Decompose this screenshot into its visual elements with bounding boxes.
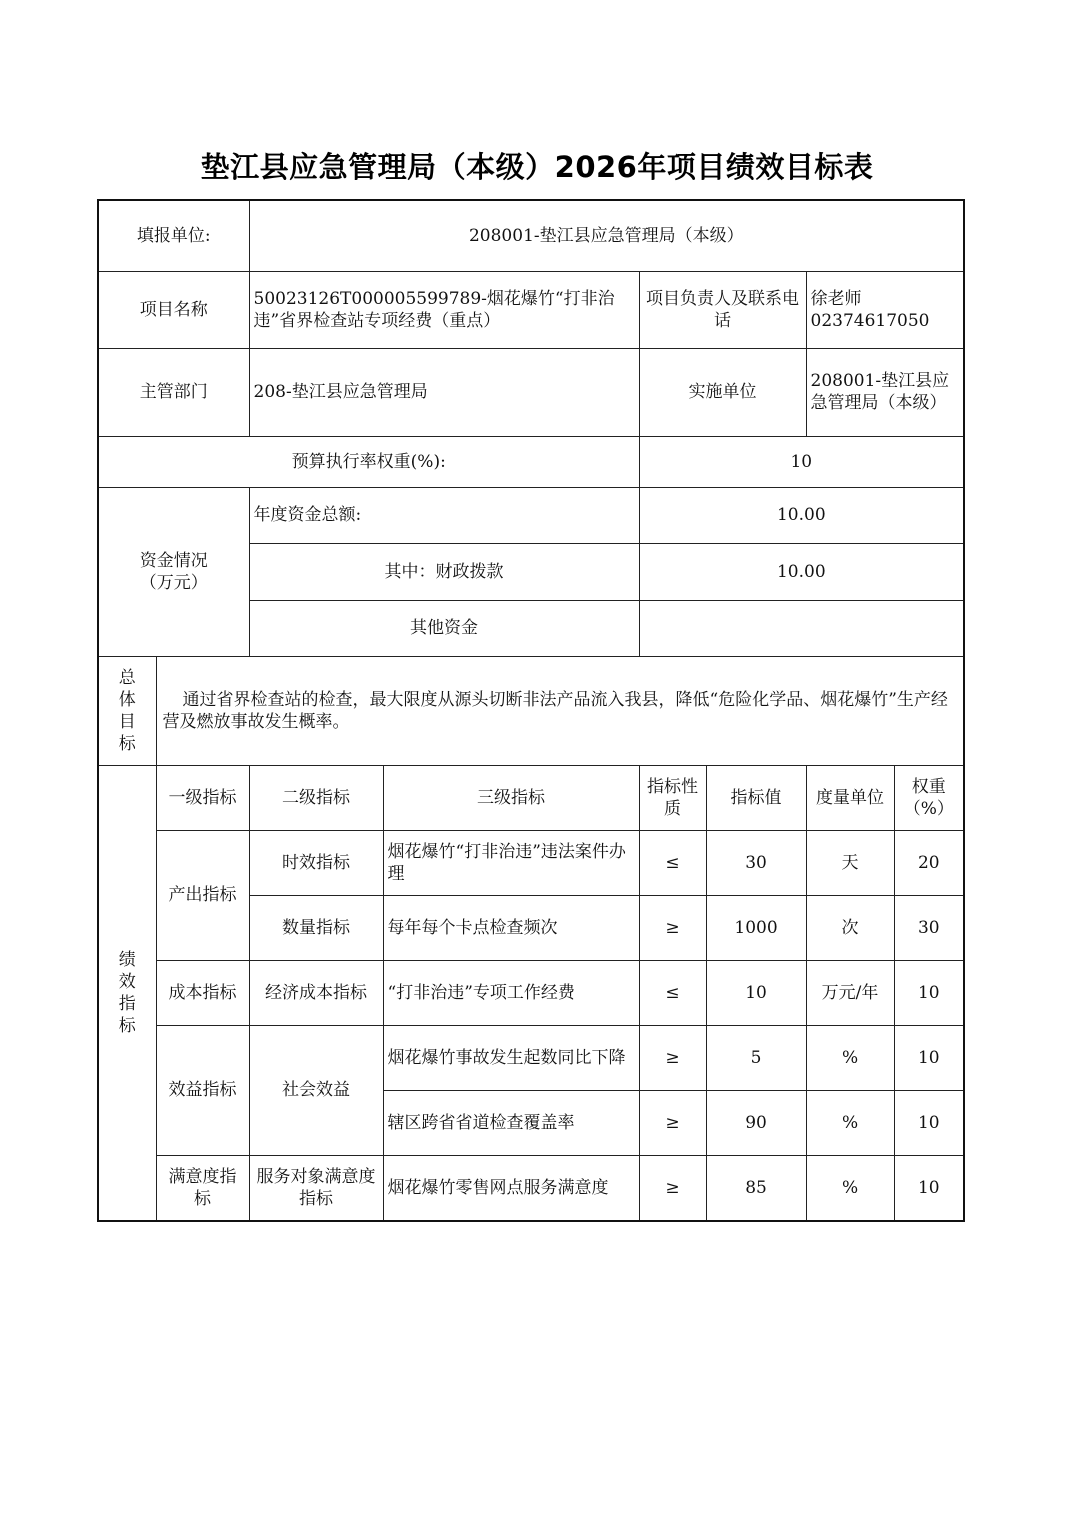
level2-cell: 经济成本指标 <box>249 960 383 1025</box>
reporting-unit-label: 填报单位: <box>98 200 249 271</box>
level3-cell: 烟花爆竹“打非治违”违法案件办理 <box>383 830 639 895</box>
funds-total-value: 10.00 <box>639 487 964 543</box>
value-cell: 1000 <box>706 895 806 960</box>
indicators-section-label <box>98 765 156 1221</box>
project-name-value: 50023126T000005599789-烟花爆竹“打非治违”省界检查站专项经费（重点） <box>249 271 639 348</box>
level3-cell: 辖区跨省省道检查覆盖率 <box>383 1090 639 1155</box>
implementer-label: 实施单位 <box>639 348 806 436</box>
level2-cell: 数量指标 <box>249 895 383 960</box>
value-cell: 30 <box>706 830 806 895</box>
goal-text: 通过省界检查站的检查，最大限度从源头切断非法产品流入我县，降低“危险化学品、烟花爆竹”生产经营及燃放事故发生概率。 <box>156 656 964 765</box>
weight-cell: 10 <box>894 960 964 1025</box>
value-cell: 5 <box>706 1025 806 1090</box>
nature-cell: ≥ <box>639 1155 706 1221</box>
nature-cell: ≥ <box>639 1025 706 1090</box>
unit-cell: % <box>806 1090 894 1155</box>
column-header-weight: 权重（%） <box>894 765 964 830</box>
value-cell: 90 <box>706 1090 806 1155</box>
reporting-unit-value: 208001-垫江县应急管理局（本级） <box>249 200 964 271</box>
column-header-value: 指标值 <box>706 765 806 830</box>
column-header-level2: 二级指标 <box>249 765 383 830</box>
nature-cell: ≤ <box>639 830 706 895</box>
column-header-unit: 度量单位 <box>806 765 894 830</box>
weight-cell: 30 <box>894 895 964 960</box>
nature-cell: ≥ <box>639 1090 706 1155</box>
level2-cell: 时效指标 <box>249 830 383 895</box>
funds-other-value <box>639 600 964 656</box>
goal-label-text: 总体目标 <box>118 667 136 754</box>
table-row <box>98 960 964 1025</box>
funds-label-text: 资金情况（万元） <box>139 550 208 593</box>
weight-cell: 20 <box>894 830 964 895</box>
table-row <box>98 1025 964 1090</box>
level3-cell: 烟花爆竹零售网点服务满意度 <box>383 1155 639 1221</box>
nature-cell: ≥ <box>639 895 706 960</box>
department-value: 208-垫江县应急管理局 <box>249 348 639 436</box>
goal-label <box>98 656 156 765</box>
level2-cell: 社会效益 <box>249 1025 383 1155</box>
contact-value <box>806 271 964 348</box>
funds-other-label: 其他资金 <box>249 600 639 656</box>
column-header-level3: 三级指标 <box>383 765 639 830</box>
level2-cell: 服务对象满意度指标 <box>249 1155 383 1221</box>
page-title: 垫江县应急管理局（本级）2026年项目绩效目标表 <box>200 150 874 184</box>
table-row <box>98 1155 964 1221</box>
column-header-level1: 一级指标 <box>156 765 249 830</box>
weight-cell: 10 <box>894 1025 964 1090</box>
level3-cell: “打非治违”专项工作经费 <box>383 960 639 1025</box>
budget-weight-value: 10 <box>639 436 964 487</box>
contact-name: 徐老师 <box>810 288 862 309</box>
weight-cell: 10 <box>894 1155 964 1221</box>
value-cell: 85 <box>706 1155 806 1221</box>
level3-cell: 每年每个卡点检查频次 <box>383 895 639 960</box>
project-name-label: 项目名称 <box>98 271 249 348</box>
performance-target-table <box>97 199 965 1222</box>
funds-total-label: 年度资金总额: <box>249 487 639 543</box>
nature-cell: ≤ <box>639 960 706 1025</box>
department-label: 主管部门 <box>98 348 249 436</box>
level3-cell: 烟花爆竹事故发生起数同比下降 <box>383 1025 639 1090</box>
contact-phone: 02374617050 <box>810 310 930 331</box>
budget-weight-label: 预算执行率权重(%): <box>98 436 639 487</box>
unit-cell: % <box>806 1155 894 1221</box>
level1-cell: 满意度指标 <box>156 1155 249 1221</box>
indicators-section-label-text: 绩效指标 <box>118 949 136 1036</box>
unit-cell: 天 <box>806 830 894 895</box>
level1-cell: 效益指标 <box>156 1025 249 1155</box>
weight-cell: 10 <box>894 1090 964 1155</box>
implementer-value: 208001-垫江县应急管理局（本级） <box>806 348 964 436</box>
funds-fiscal-value: 10.00 <box>639 543 964 600</box>
table-row <box>98 830 964 895</box>
level1-cell: 产出指标 <box>156 830 249 960</box>
unit-cell: 次 <box>806 895 894 960</box>
level1-cell: 成本指标 <box>156 960 249 1025</box>
column-header-nature: 指标性质 <box>639 765 706 830</box>
funds-fiscal-label: 其中：财政拨款 <box>249 543 639 600</box>
contact-label: 项目负责人及联系电话 <box>639 271 806 348</box>
unit-cell: 万元/年 <box>806 960 894 1025</box>
unit-cell: % <box>806 1025 894 1090</box>
value-cell: 10 <box>706 960 806 1025</box>
funds-label <box>98 487 249 656</box>
